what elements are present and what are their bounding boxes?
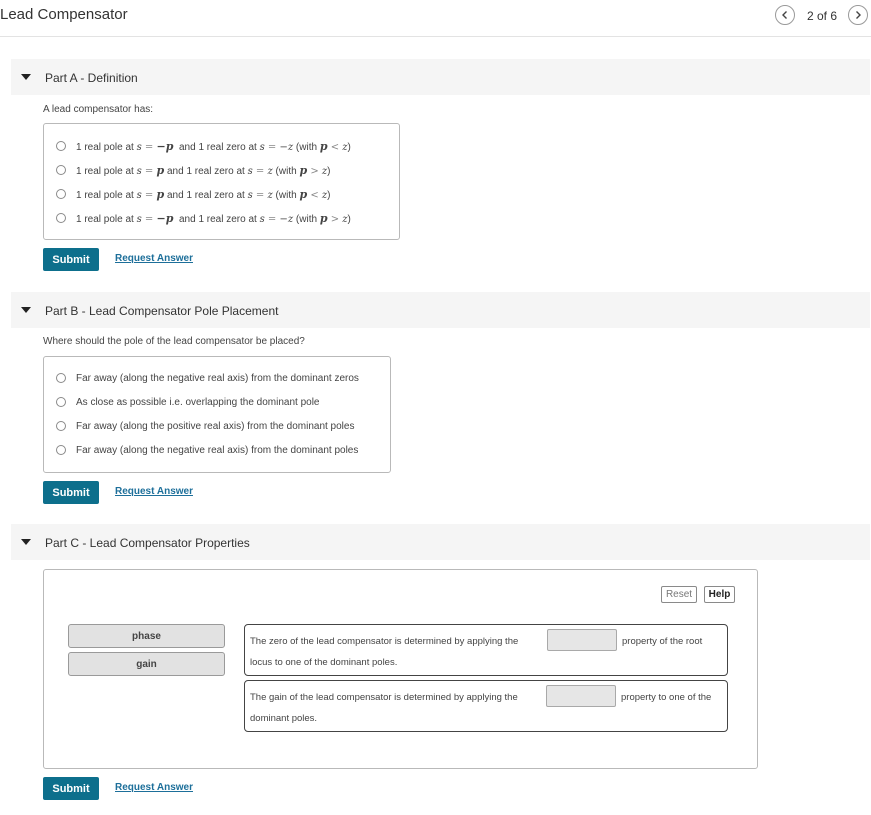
reset-button[interactable]: Reset: [661, 586, 697, 603]
radio-button[interactable]: [56, 141, 66, 151]
previous-button[interactable]: [775, 5, 795, 25]
part-c-title: Part C - Lead Compensator Properties: [45, 536, 250, 550]
part-b-choices: Far away (along the negative real axis) from the dominant zeros As close as possible i.e. overlapping the dominant pole Far away (along the positive real axis) from the dominant poles Far away (along the negative real axis) from the dominant poles: [43, 356, 391, 473]
part-c-header[interactable]: [11, 524, 870, 560]
caret-down-icon: [21, 73, 31, 81]
part-c-request-answer-link[interactable]: Request Answer: [115, 782, 193, 793]
radio-button[interactable]: [56, 165, 66, 175]
part-b-submit-button[interactable]: Submit: [43, 481, 99, 504]
statement-2: The gain of the lead compensator is determined by applying the property to one of the dominant poles.: [244, 680, 728, 732]
token-gain[interactable]: gain: [68, 652, 225, 676]
radio-button[interactable]: [56, 213, 66, 223]
radio-button[interactable]: [56, 421, 66, 431]
part-b-title: Part B - Lead Compensator Pole Placement: [45, 304, 279, 318]
header: [0, 0, 871, 37]
part-a-header[interactable]: [11, 59, 870, 95]
part-a-prompt: A lead compensator has:: [43, 104, 154, 115]
chevron-right-icon: [853, 10, 863, 20]
radio-button[interactable]: [56, 189, 66, 199]
radio-button[interactable]: [56, 397, 66, 407]
part-a-choices: 1 real pole at s = −p and 1 real zero at s = −z (with p < z) 1 real pole at s = p and 1 real zero at s = z (with p > z) 1 real pole at s = p and 1 real zero at s = z (with p < z) 1 real pole at s = −p and 1 real zero at s = −z (with p > z): [43, 123, 400, 240]
part-b-prompt: Where should the pole of the lead compensator be placed?: [43, 336, 305, 347]
page-counter: 2 of 6: [806, 9, 838, 23]
part-b-header[interactable]: [11, 292, 870, 328]
chevron-left-icon: [780, 10, 790, 20]
radio-button[interactable]: [56, 373, 66, 383]
part-a-title: Part A - Definition: [45, 71, 138, 85]
part-a-request-answer-link[interactable]: Request Answer: [115, 253, 193, 264]
help-button[interactable]: Help: [704, 586, 735, 603]
caret-down-icon: [21, 306, 31, 314]
caret-down-icon: [21, 538, 31, 546]
statement-1: The zero of the lead compensator is determined by applying the property of the root locus to one of the dominant poles.: [244, 624, 728, 676]
drop-target-1[interactable]: [547, 629, 617, 651]
part-c-submit-button[interactable]: Submit: [43, 777, 99, 800]
page-title: Lead Compensator: [0, 6, 128, 23]
drop-target-2[interactable]: [546, 685, 616, 707]
radio-button[interactable]: [56, 445, 66, 455]
part-b-request-answer-link[interactable]: Request Answer: [115, 486, 193, 497]
token-phase[interactable]: phase: [68, 624, 225, 648]
next-button[interactable]: [848, 5, 868, 25]
part-a-submit-button[interactable]: Submit: [43, 248, 99, 271]
